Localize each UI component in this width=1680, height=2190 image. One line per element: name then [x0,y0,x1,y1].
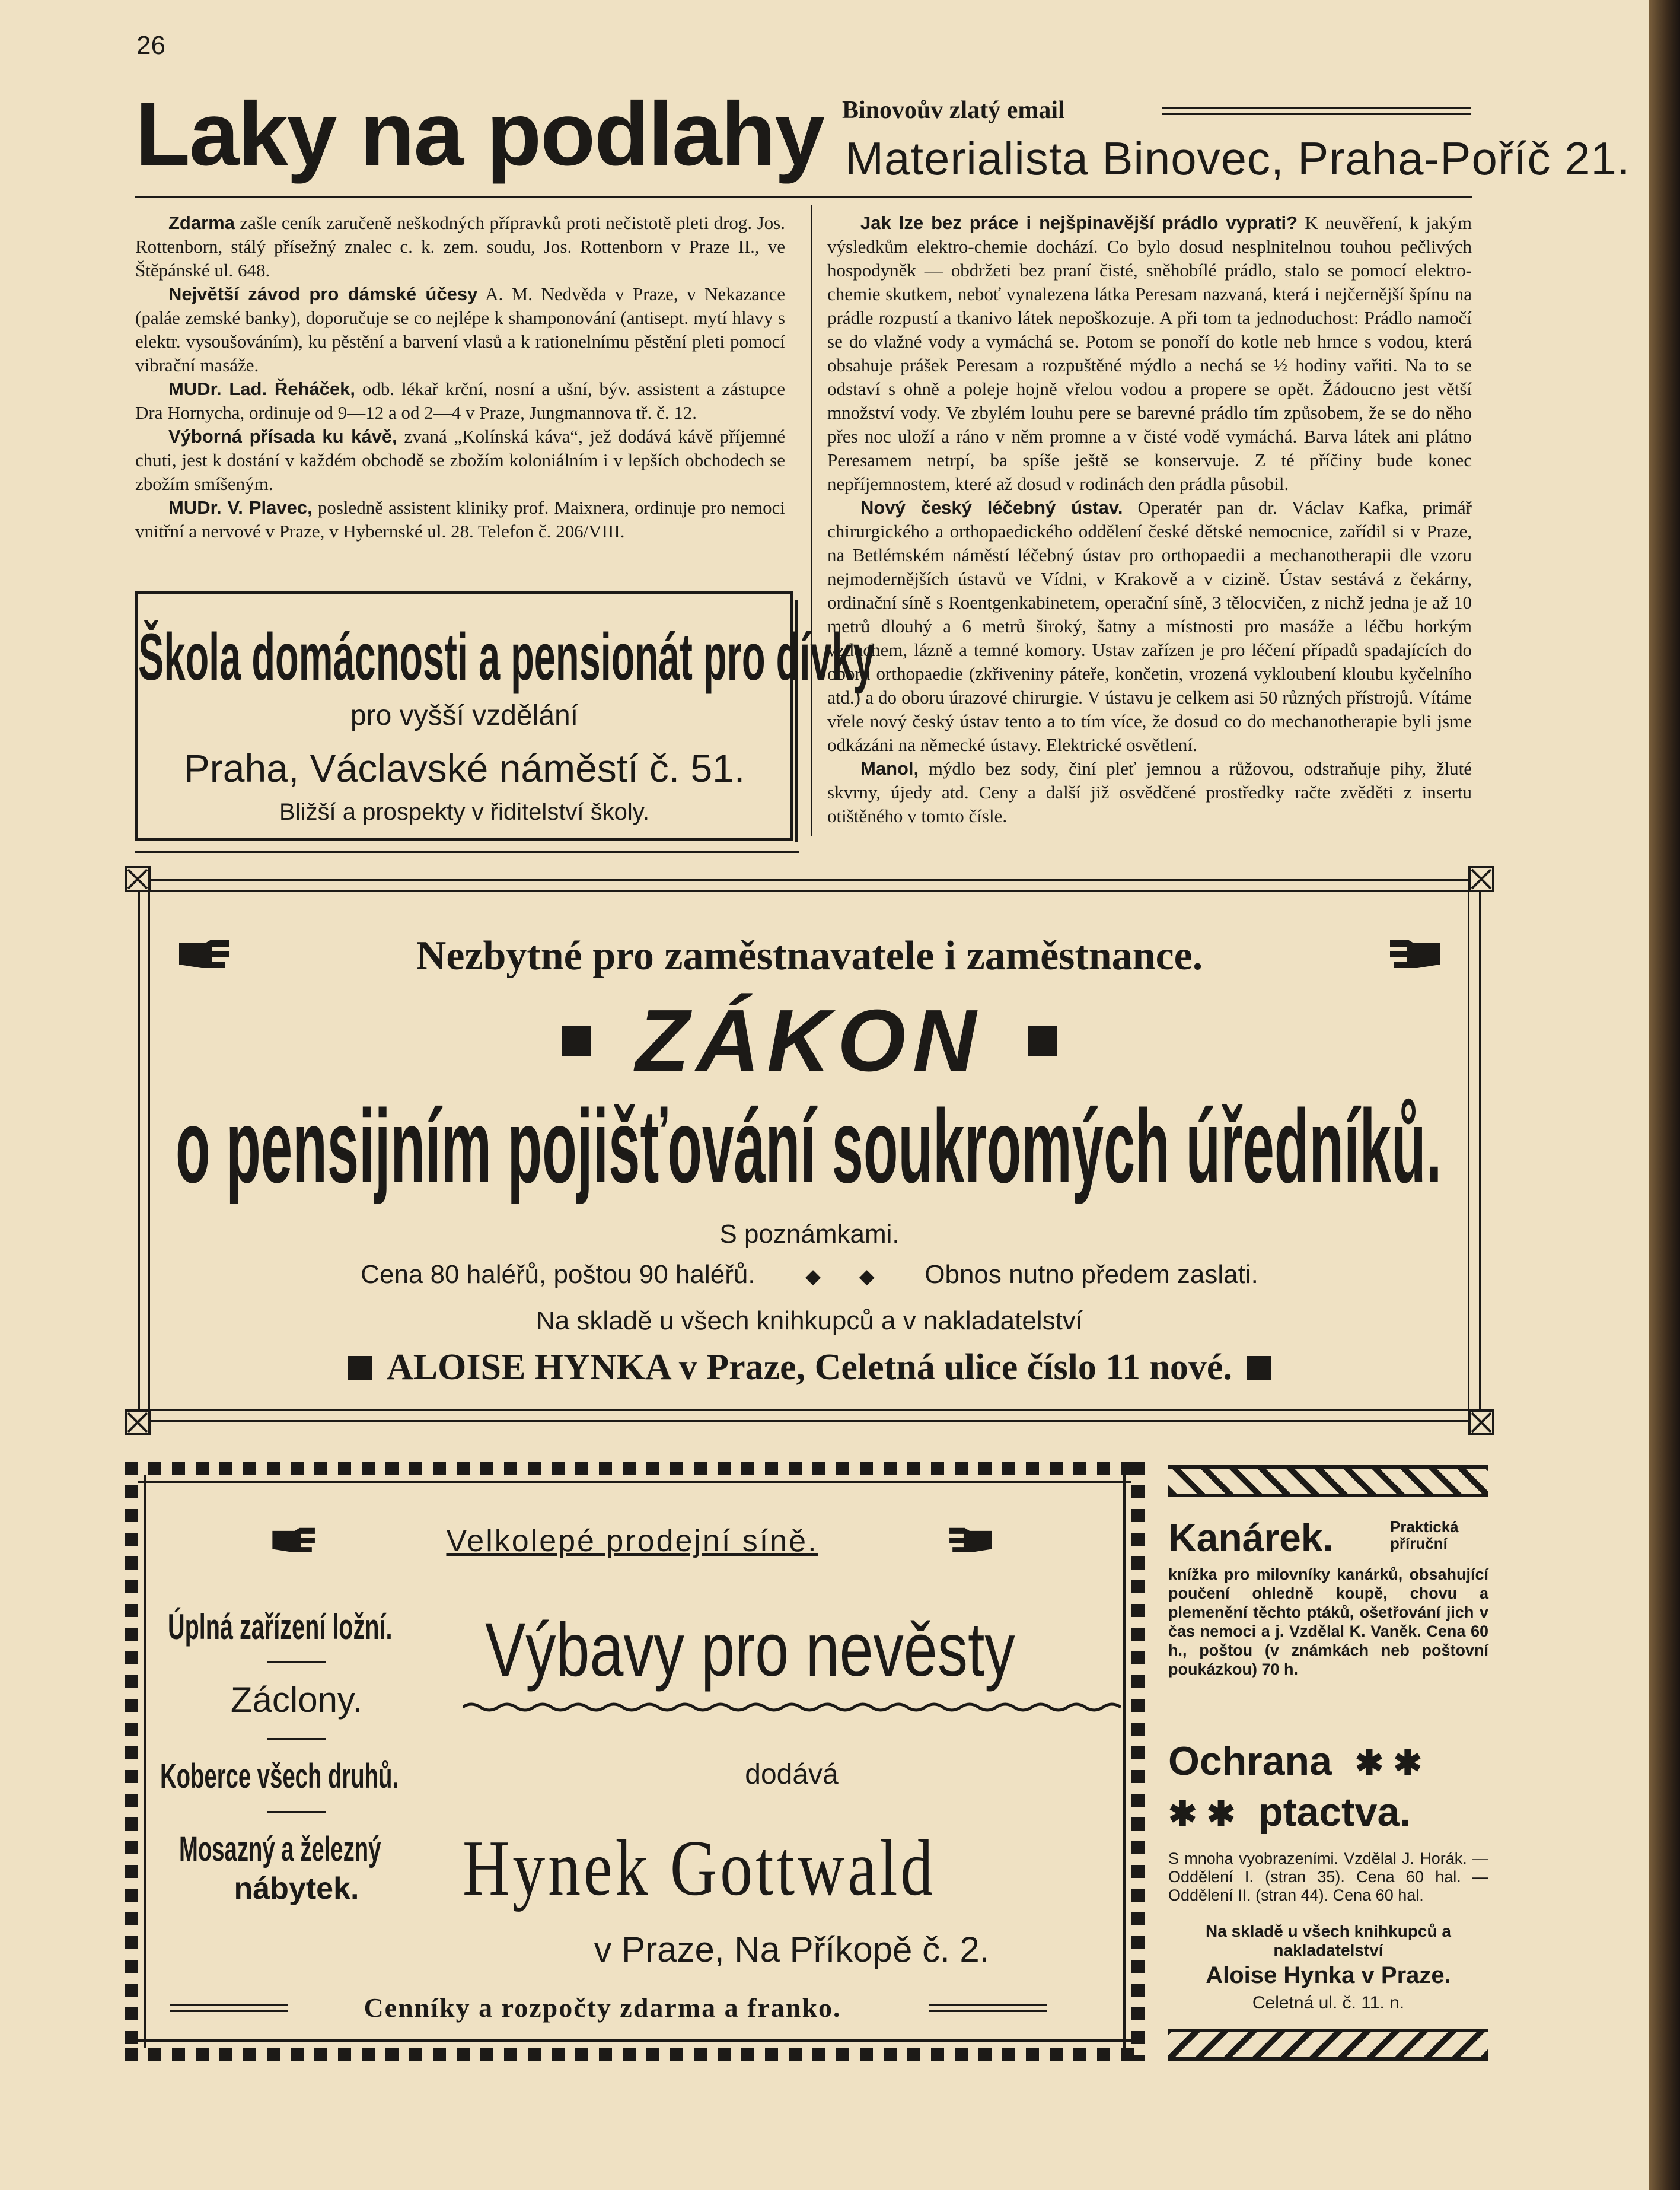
law-price-row [125,1260,1494,1290]
pointing-hand-icon [1388,938,1441,970]
para-lecebny-ustav: Nový český léčebný ústav. Operatér pan dr. Václav Kafka, primář chirurgického a orthopaedického oddělení české dětské nemocnice, zařídil si v Praze, na Betlémském náměstí léčebný ústav pro orthopaedii a mechanotherapii dle vzoru nejmodernějších ústavů ve Vídni, v Krakově a v cizině. Ústav sestává z čekárny, ordinační síně s Roentgenkabinetem, operační síně, 3 tělocvičen, z nichž jedna je až 10 metrů dlouhý a 6 metrů široký, šatny a místnosti pro masáže a léčbu horkým vzduchem, lázně a temné komory. Ustav zařízen je pro léčení případů spadajících do oboru orthopaedie (zkřiveniny páteře, končetin, vrozená vykloubení kloubu kyčelního atd.) a do oboru úrazové chirurgie. V ústavu je celkem asi 50 různých přístrojů. Vítáme vřele nový český ústav tento a to tím více, že dosud co do mechanotherapie byli jsme odkázáni na německé ústavy. Elektrické osvětlení. [827,497,1472,755]
law-notes: S poznámkami. [719,1220,900,1249]
kanarek-text: knížka pro milovníky kanárků, obsahující poučení ohledně koupě, chovu a plemenění těchto ptáků, ošetřování jich v čas nemoci a j. Vzdělal K. Vaněk. Cena 60 h., poštou (v známkách neb poštovní poukázkou) 70 h. [1168,1565,1488,1678]
law-stock: Na skladě u všech knihkupců a v nakladatelství [535,1306,1083,1335]
diamond-icon: ◆ [859,1265,875,1288]
school-address: Praha, Václavské náměstí č. 51. [183,746,745,790]
law-publisher: ALOISE HYNKA v Praze, Celetná ulice číslo 11 nové. [387,1347,1232,1387]
kanarek-stock: Na skladě u všech knihkupců a nakladatelství [1206,1922,1451,1959]
gottwald-title: Výbavy pro nevěsty [485,1608,1015,1692]
asterisk-icon: ✱ ✱ [1168,1795,1236,1834]
law-ad [125,866,1494,1435]
para-nedveda: Největší závod pro dámské účesy A. M. Nedvěda v Praze, v Nekazance (paláe zemské banky), doporučuje se co nejlépe k shamponování (antisept. mytí hlavy s elektr. vysoušováním), ku pěstění a barvení vlasů a k rationelnímu pěstění pleti pomocí vibrační masáže. [135,284,785,375]
banner-text: Velkolepé prodejní síně. [446,1524,818,1558]
para-peresam: Jak lze bez práce i nejšpinavější prádlo vyprati? K neuvěření, k jakým výsledkům elektro-chemie dochází. Co bylo dosud nesplnitelnou touhou pečlivých hospodyněk — obdržeti bez praní čisté, sněhobílé prádlo, stalo se pomocí elektro-chemie skutkem, neboť vynalezena látka Peresam nazvaná, která i nejčernější špínu na prádle rozpustí a tkanivo látek nepoškozuje. A při tom ta jednoduchost: Prádlo namočí se do vlažné vody a vymáchá se. Potom se ponoří do kotle neb hrnce s vodou, která obsahuje prášek Peresam a rozpuštěné mýdlo a nechá se ½ hodiny vařiti. Na to se odstaví s ohně a poleje hojně vřelou vodou a propere se opět. Žádoucno jest větší množství vody. Ve zbylém louhu pere se barevné prádlo tím způsobem, že se do něho přes noc uloží a ráno v něm promne a v čisté vodě vymáchá. Barva látek ani plátno Peresamem netrpí, ba spíše ještě se konservuje. Z té příčiny bude konec nepříjemnostem, které až dosud v rodinách den prádla působil. [827,212,1472,494]
law-headline-row [178,932,1441,980]
gottwald-ad [125,1462,1145,2061]
corner-ornament-icon [125,1409,151,1435]
para-rottenborn: Zdarma zašle ceník zaručeně neškodných přípravků proti nečistotě pleti drog. Jos. Rottenborn, stálý přísežný znalec c. k. zem. soudu, Jos. Rottenborn v Praze II., ve Štěpánské ul. 648. [135,212,785,281]
gottwald-name: Hynek Gottwald [463,1824,936,1912]
square-bullet-icon [1028,1026,1057,1056]
school-ad [135,591,875,841]
corner-ornament-icon [125,866,151,892]
item-zaclony: Záclony. [230,1680,363,1720]
kanarek-tag: Praktická příruční [1390,1518,1459,1552]
ochrana-line1: Ochrana ✱ ✱ [1168,1739,1423,1784]
dashed-border-left [125,1462,138,2061]
ochrana-text: S mnoha vyobrazeními. Vzdělal J. Horák. — Oddělení I. (stran 35). Cena 60 hal. — Oddělení II. (stran 44). Cena 60 hal. [1168,1850,1488,1904]
law-title: ZÁKON [635,992,984,1090]
gottwald-banner [264,1523,1000,1559]
kanarek-publisher: Aloise Hynka v Praze. [1206,1962,1451,1988]
para-kolinska-kava: Výborná přísada ku kávě, zvaná „Kolínská káva“, jež dodává kávě příjemné chuti, jest k dostání v každém obchodě se zbožím koloniálním i v lepších obchodech se zbožím smíšeným. [135,426,785,494]
school-subtitle: pro vyšší vzdělání [350,700,579,731]
square-bullet-icon [348,1356,372,1380]
asterisk-icon: ✱ ✱ [1354,1744,1423,1782]
materialista-line: Materialista Binovec, Praha-Poříč 21. [845,132,1631,184]
diamond-icon: ◆ [805,1265,821,1288]
square-bullet-icon [562,1026,591,1056]
law-subtitle: o pensijním pojišťování soukromých úředníků. [176,1088,1442,1205]
para-manol: Manol, mýdlo bez sody, činí pleť jemnou a růžovou, odstraňuje pihy, žluté skvrny, újedy atd. Ceny a další již osvědčené prostředky račte zvěděti z insertu otištěného v tomto čísle. [827,758,1472,826]
gottwald-footer: Cenníky a rozpočty zdarma a franko. [364,1992,841,2023]
pointing-hand-icon [178,938,231,970]
dashed-border-right [1131,1462,1145,2061]
kanarek-ad [1168,1465,1488,2064]
binding-edge [1649,0,1680,2190]
law-price: Cena 80 haléřů, poštou 90 haléřů. [361,1260,755,1289]
corner-ornament-icon [1468,866,1494,892]
kanarek-street: Celetná ul. č. 11. n. [1252,1993,1405,2013]
gottwald-delivers: dodává [745,1759,839,1790]
para-plavec: MUDr. V. Plavec, posledně assistent kliniky prof. Maixnera, ordinuje pro nemoci vnitřní a nervové v Praze, v Hybernské ul. 28. Telefon č. 206/VIII. [135,497,785,542]
right-column [827,211,1472,828]
school-note: Bližší a prospekty v řiditelství školy. [279,799,649,825]
kanarek-title: Kanárek. [1168,1516,1334,1559]
law-title-row [125,991,1494,1090]
pointing-hand-icon [941,1527,1000,1554]
law-subtitle-wrap [176,1087,1456,1205]
gottwald-left-items [160,1606,433,1906]
zigzag-border-bottom [1168,2029,1488,2061]
dashed-border-top [125,1462,1145,1475]
corner-ornament-icon [1468,1409,1494,1435]
item-koberce: Koberce všech druhů. [160,1757,399,1796]
para-rehacek: MUDr. Lad. Řeháček, odb. lékař krční, nosní a ušní, býv. assistent a zástupce Dra Hornycha, ordinuje od 9—12 a od 2—4 v Praze, Jungmannova tř. č. 12. [135,378,785,423]
column-rule [811,205,812,836]
school-title: Škola domácnosti a pensionát pro dívky [138,620,875,694]
ochrana-line2: ✱ ✱ ptactva. [1168,1790,1411,1835]
email-line [842,96,1471,124]
law-advance: Obnos nutno předem zaslati. [925,1260,1258,1289]
left-column [135,211,785,543]
dashed-border-bottom [125,2048,1145,2061]
header-rule [135,196,1472,198]
item-nabytek-line2: nábytek. [234,1871,359,1906]
law-publisher-row [125,1347,1494,1389]
square-bullet-icon [1247,1356,1271,1380]
gottwald-footer-row [170,1992,1101,2027]
item-zarizeni: Úplná zařízení ložní. [168,1607,393,1647]
kanarek-title-row [1168,1515,1488,1562]
page-number: 26 [136,31,165,60]
zigzag-border-top [1168,1465,1488,1497]
gottwald-address: v Praze, Na Příkopě č. 2. [594,1930,990,1969]
main-headline: Laky na podlahy [135,84,824,184]
gottwald-name-wrap [457,1822,1121,1911]
email-label: Binovoův zlatý email [842,97,1065,124]
law-headline: Nezbytné pro zaměstnavatele i zaměstnance. [416,933,1203,979]
wavy-rule-icon [463,1701,1121,1713]
pointing-hand-icon [264,1527,324,1554]
gottwald-title-wrap [473,1606,1102,1695]
item-nabytek-line1: Mosazný a železný [179,1830,381,1868]
